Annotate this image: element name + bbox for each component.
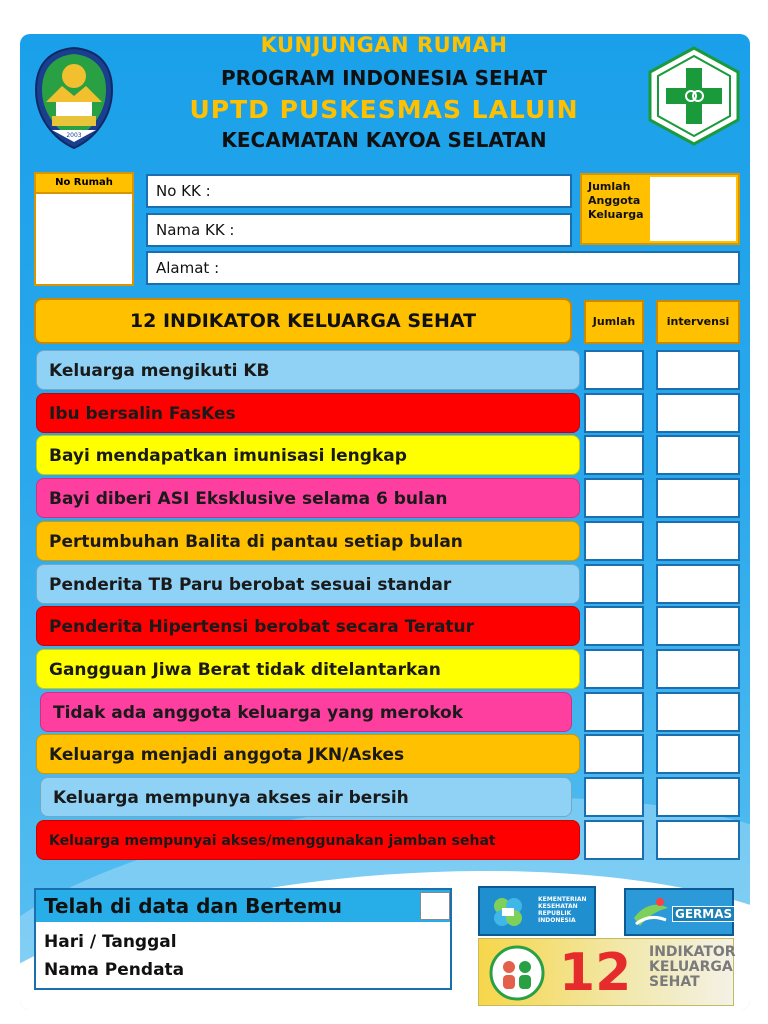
intervensi-cell[interactable] [656,521,740,561]
indicators-title: 12 INDIKATOR KELUARGA SEHAT [34,298,572,344]
title-puskesmas: UPTD PUSKESMAS LALUIN [189,95,579,124]
ik-text: INDIKATOR KELUARGA SEHAT [649,944,736,990]
ik-number: 12 [559,943,632,1003]
footer-title: Telah di data dan Bertemu [36,890,450,922]
intervensi-cell[interactable] [656,564,740,604]
jumlah-anggota-group [580,173,740,245]
germas-logo [624,888,734,936]
puskesmas-logo-icon [646,46,742,146]
jumlah-anggota-label: Jumlah Anggota Keluarga [588,180,644,221]
no-rumah-label: No Rumah [34,172,134,194]
intervensi-cell[interactable] [656,820,740,860]
col-jumlah-header: Jumlah [584,300,644,344]
intervensi-cell[interactable] [656,435,740,475]
alamat-label: Alamat : [156,259,220,277]
kemkes-emblem-icon [486,894,534,930]
jumlah-cell[interactable] [584,820,644,860]
jumlah-cell[interactable] [584,393,644,433]
intervensi-cell[interactable] [656,350,740,390]
jumlah-cell[interactable] [584,606,644,646]
indicator-row: Tidak ada anggota keluarga yang merokok [40,692,572,732]
indicator-row: Penderita Hipertensi berobat secara Teratur [36,606,580,646]
indikator-keluarga-logo [478,938,734,1006]
indicator-row: Ibu bersalin FasKes [36,393,580,433]
intervensi-cell[interactable] [656,478,740,518]
germas-emblem-icon [630,894,670,932]
nama-kk-label: Nama KK : [156,221,235,239]
hari-tanggal-label: Hari / Tanggal [44,932,177,952]
regional-emblem-icon [32,46,116,150]
jumlah-cell[interactable] [584,692,644,732]
no-kk-field[interactable] [146,174,572,208]
indicator-row: Bayi mendapatkan imunisasi lengkap [36,435,580,475]
kemkes-logo [478,886,596,936]
jumlah-cell[interactable] [584,435,644,475]
title-program: PROGRAM INDONESIA SEHAT [220,66,548,90]
intervensi-cell[interactable] [656,649,740,689]
indicator-row: Penderita TB Paru berobat sesuai standar [36,564,580,604]
alamat-field[interactable] [146,251,740,285]
indicator-row: Keluarga mempunya akses air bersih [40,777,572,817]
intervensi-cell[interactable] [656,734,740,774]
title-kecamatan: KECAMATAN KAYOA SELATAN [221,128,547,152]
jumlah-cell[interactable] [584,478,644,518]
germas-label: GERMAS [672,906,735,922]
intervensi-cell[interactable] [656,777,740,817]
footer-box [34,888,452,990]
bertemu-checkbox[interactable] [420,892,450,920]
no-kk-label: No KK : [156,182,211,200]
kemkes-text: KEMENTERIAN KESEHATAN REPUBLIK INDONESIA [538,896,587,924]
intervensi-cell[interactable] [656,606,740,646]
jumlah-cell[interactable] [584,564,644,604]
intervensi-cell[interactable] [656,393,740,433]
indicator-row: Bayi diberi ASI Eksklusive selama 6 bulan [36,478,580,518]
indicator-row: Gangguan Jiwa Berat tidak ditelantarkan [36,649,580,689]
col-intervensi-header: intervensi [656,300,740,344]
jumlah-cell[interactable] [584,734,644,774]
jumlah-cell[interactable] [584,649,644,689]
indicator-row: Keluarga menjadi anggota JKN/Askes [36,734,580,774]
title-kunjungan: KUNJUNGAN RUMAH [260,33,508,57]
jumlah-anggota-field[interactable] [650,177,736,241]
nama-kk-field[interactable] [146,213,572,247]
nama-pendata-label: Nama Pendata [44,960,185,980]
jumlah-cell[interactable] [584,350,644,390]
jumlah-cell[interactable] [584,521,644,561]
jumlah-cell[interactable] [584,777,644,817]
indicator-row: Keluarga mengikuti KB [36,350,580,390]
family-icon [487,945,547,1001]
indicator-row: Keluarga mempunyai akses/menggunakan jamban sehat [36,820,580,860]
emblem-year: 2003 [66,132,82,139]
no-rumah-field[interactable] [34,194,134,286]
indicator-row: Pertumbuhan Balita di pantau setiap bulan [36,521,580,561]
intervensi-cell[interactable] [656,692,740,732]
